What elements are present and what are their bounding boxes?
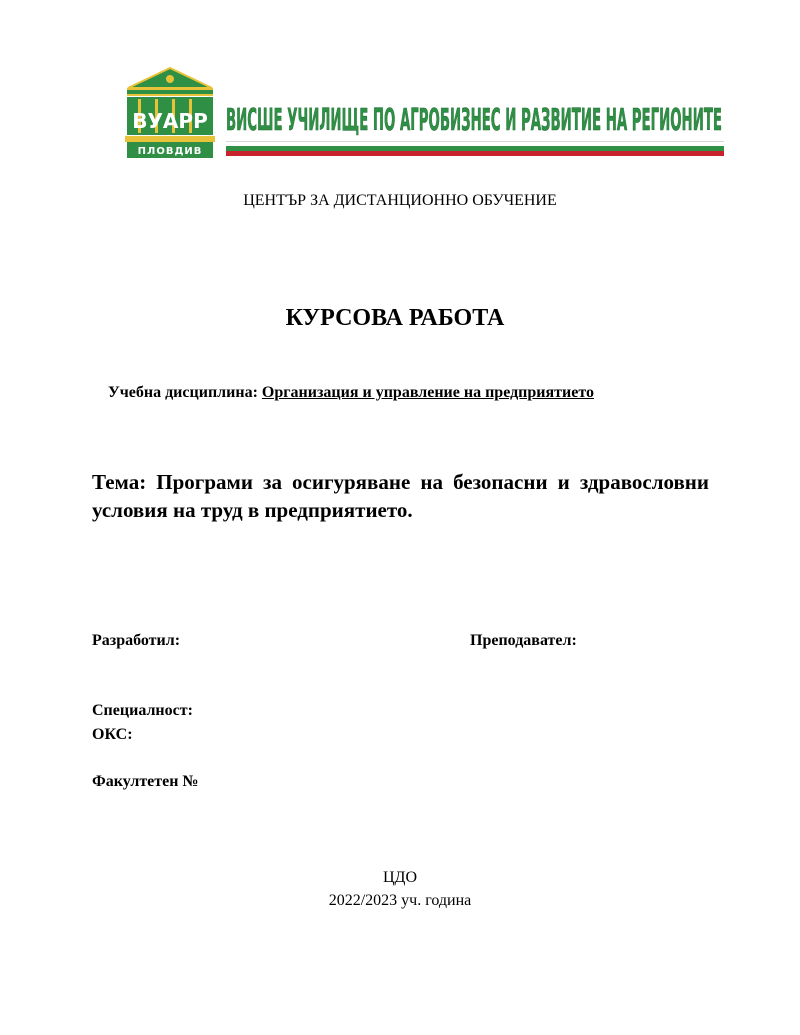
topic-block — [92, 468, 709, 524]
logo-abbr: ВУАРР — [132, 109, 208, 133]
topic-value: Програми за осигуряване на безопасни и здравословни условия на труд в предприятието. — [92, 470, 710, 522]
teacher-label: Преподавател: — [470, 632, 577, 649]
logo-city: ПЛОВДИВ — [137, 146, 203, 157]
university-logo — [124, 66, 216, 160]
developed-by-label: Разработил: — [92, 632, 181, 649]
discipline-label: Учебна дисциплина: — [108, 384, 258, 401]
topic-label: Тема: — [92, 470, 147, 494]
university-name-text: ВИСШЕ УЧИЛИЩЕ ПО АГРОБИЗНЕС И РАЗВИТИЕ НА РЕГИОНИТЕ — [226, 103, 722, 138]
specialty-label: Специалност: — [92, 702, 193, 719]
flag-stripes — [226, 141, 724, 157]
document-title: КУРСОВА РАБОТА — [285, 305, 505, 331]
faculty-number-label: Факултетен № — [92, 773, 199, 790]
university-name — [226, 98, 724, 138]
centre-name: ЦЕНТЪР ЗА ДИСТАНЦИОННО ОБУЧЕНИЕ — [243, 192, 557, 209]
oks-label: ОКС: — [92, 726, 133, 743]
footer-org: ЦДО — [382, 869, 418, 886]
academic-year: 2022/2023 уч. година — [328, 892, 472, 909]
discipline-value: Организация и управление на предприятието — [261, 384, 594, 401]
logo-emblem-icon — [124, 66, 216, 160]
discipline-line — [108, 384, 594, 402]
